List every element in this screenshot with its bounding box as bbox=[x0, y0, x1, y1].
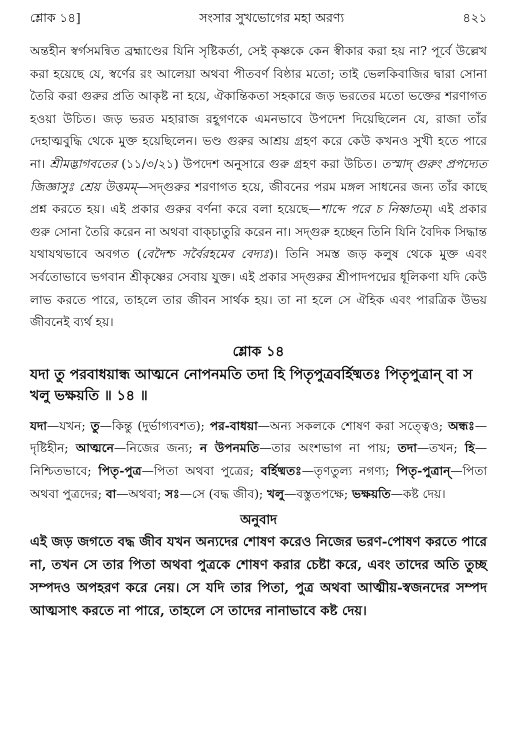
synonym-meaning: —অন্য সকলকে শোষণ করা সত্ত্বেও; bbox=[257, 418, 449, 433]
synonyms-paragraph bbox=[30, 415, 487, 505]
synonym-term: পিতৃ-পুত্রান্ bbox=[396, 463, 451, 478]
synonym-term: তু bbox=[90, 418, 100, 433]
synonym-term: ভক্ষয়তি bbox=[352, 486, 391, 501]
purport-quote-3: বেদৈশ্চ সর্বৈরহমেব বেদ্যঃ bbox=[141, 247, 270, 262]
purport-quote-2: শাব্দে পরে চ নিষ্ণাতম্ bbox=[320, 202, 429, 217]
purport-reference: শ্রীমদ্ভাগবতের bbox=[49, 156, 117, 171]
synonym-meaning: —তখন; bbox=[416, 441, 465, 456]
synonym-meaning: —কষ্ট দেয়। bbox=[390, 486, 446, 501]
synonym-term: হি bbox=[464, 441, 475, 456]
header-page-number: ৪২১ bbox=[462, 10, 487, 25]
synonym-meaning: —তৃণতুল্য নগণ্য; bbox=[301, 463, 397, 478]
synonym-meaning: —সে (বদ্ধ জীব); bbox=[179, 486, 268, 501]
synonym-term: ন উপনমতি bbox=[199, 441, 260, 456]
purport-quote-1: তস্মাদ্ গুরুং প্রপদ্যেত জিজ্ঞাসুঃ শ্রেয় উত্তমম্ bbox=[30, 156, 487, 194]
synonym-term: বর্হিষ্মতঃ bbox=[260, 463, 302, 478]
translation-text: এই জড় জগতে বদ্ধ জীব যখন অন্যদের শোষণ করেও নিজের ভরণ-পোষণ করতে পারে না, তখন সে তার পিতা অথবা পুত্রকে শোষণ করার চেষ্টা করে, এবং তাদের অতি তুচ্ছ সম্পদও অপহরণ করে নেয়। সে যদি তার পিতা, পুত্র অথবা আত্মীয়-স্বজনদের সম্পদ আত্মসাৎ করতে না পারে, তাহলে সে তাদের নানাভাবে কষ্ট দেয়। bbox=[30, 535, 487, 620]
synonym-meaning: —নিশ্চিতভাবে; bbox=[30, 441, 487, 478]
purport-paragraph bbox=[30, 40, 487, 334]
verse-number: শ্লোক ১৪ bbox=[232, 343, 285, 360]
purport-text-3: । এই প্রকার গুরু সোনা তৈরি করেন না অথবা বাক্চাতুরি করেন না। সদ্গুরু হচ্ছেন তিনি যিনি বৈদিক সিদ্ধান্ত যথাযথভাবে অবগত ( bbox=[30, 202, 487, 262]
translation-title: অনুবাদ bbox=[240, 513, 277, 529]
synonym-meaning: —তার অংশভাগ না পায়; bbox=[259, 441, 398, 456]
synonym-term: যদা bbox=[30, 418, 47, 433]
purport-text-1b: (১১/৩/২১) উপদেশ অনুসারে গুরু গ্রহণ করা উচিত। bbox=[117, 156, 382, 171]
synonym-meaning: —নিজের জন্য; bbox=[113, 441, 200, 456]
page-header bbox=[30, 10, 487, 40]
synonym-meaning: —কিন্তু (দুর্ভাগ্যবশত); bbox=[99, 418, 210, 433]
synonym-term: অন্ধঃ bbox=[448, 418, 475, 433]
synonym-term: পর-বাধয়া bbox=[209, 418, 258, 433]
synonym-term: খলু bbox=[267, 486, 285, 501]
verse-text: যদা তু পরবাধয়ান্ধ আত্মনে নোপনমতি তদা হি পিতৃপুত্রবর্হিষ্মতঃ পিতৃপুত্রান্ বা স খলু ভক্ষয়তি ॥ ১৪ ॥ bbox=[30, 366, 473, 404]
purport-text-2: —সদ্গুরুর শরণাগত হয়ে, জীবনের পরম মঙ্গল সাধনের জন্য তাঁর কাছে প্রশ্ন করতে হয়। এই প্রকার গুরুর বর্ণনা করে বলা হয়েছে— bbox=[30, 179, 487, 217]
synonym-term: সঃ bbox=[165, 486, 180, 501]
synonym-term: তদা bbox=[397, 441, 417, 456]
synonym-meaning: —দৃষ্টিহীন; bbox=[30, 418, 487, 456]
synonym-meaning: —যখন; bbox=[46, 418, 91, 433]
synonym-term: বা bbox=[105, 486, 117, 501]
purport-text-1: অন্তহীন স্বর্গসমন্বিত ব্রহ্মাণ্ডের যিনি সৃষ্টিকর্তা, সেই কৃষ্ণকে কেন স্বীকার করা হয় না? পূর্বে উল্লেখ করা হয়েছে যে, স্বর্ণের রং আলেয়া অথবা পীতবর্ণ বিষ্ঠার মতো; তাই ভেলকিবাজির দ্বারা সোনা তৈরি করা গুরুর প্রতি আকৃষ্ট না হয়ে, ঐকান্তিকতা সহকারে জড় ভরতের মতো ভক্তের শরণাগত হওয়া উচিত। জড় ভরত মহারাজ রহূগণকে এমনভাবে উপদেশ দিয়েছিলেন যে, রাজা তাঁর দেহাত্মবুদ্ধি থেকে মুক্ত হয়েছিলেন। ভণ্ড গুরুর আশ্রয় গ্রহণ করে কেউ কখনও সুখী হতে পারে না। bbox=[30, 44, 487, 171]
synonym-meaning: —পিতা অথবা পুত্রের; bbox=[141, 463, 261, 478]
purport-text-4: )। তিনি সমস্ত জড় কলুষ থেকে মুক্ত এবং সর্বতোভাবে ভগবান শ্রীকৃষ্ণের সেবায় যুক্ত। এই প্রকার সদ্গুরুর শ্রীপাদপদ্মের ধূলিকণা যদি কেউ লাভ করতে পারে, তাহলে তার জীবন সার্থক হয়। তা না হলে সে ঐহিক এবং পারত্রিক উভয় জীবনেই ব্যর্থ হয়। bbox=[30, 247, 487, 330]
synonym-meaning: —অথবা; bbox=[116, 486, 166, 501]
synonym-term: আত্মনে bbox=[75, 441, 114, 456]
header-chapter-title: সংসার সুখভোগের মহা অরণ্য bbox=[199, 10, 345, 25]
synonym-meaning: —পিতা অথবা পুত্রদের; bbox=[30, 463, 488, 501]
synonym-term: পিতৃ-পুত্র bbox=[98, 463, 142, 478]
header-verse-ref: শ্লোক ১৪] bbox=[30, 10, 81, 25]
synonym-meaning: —বস্তুতপক্ষে; bbox=[284, 486, 353, 501]
